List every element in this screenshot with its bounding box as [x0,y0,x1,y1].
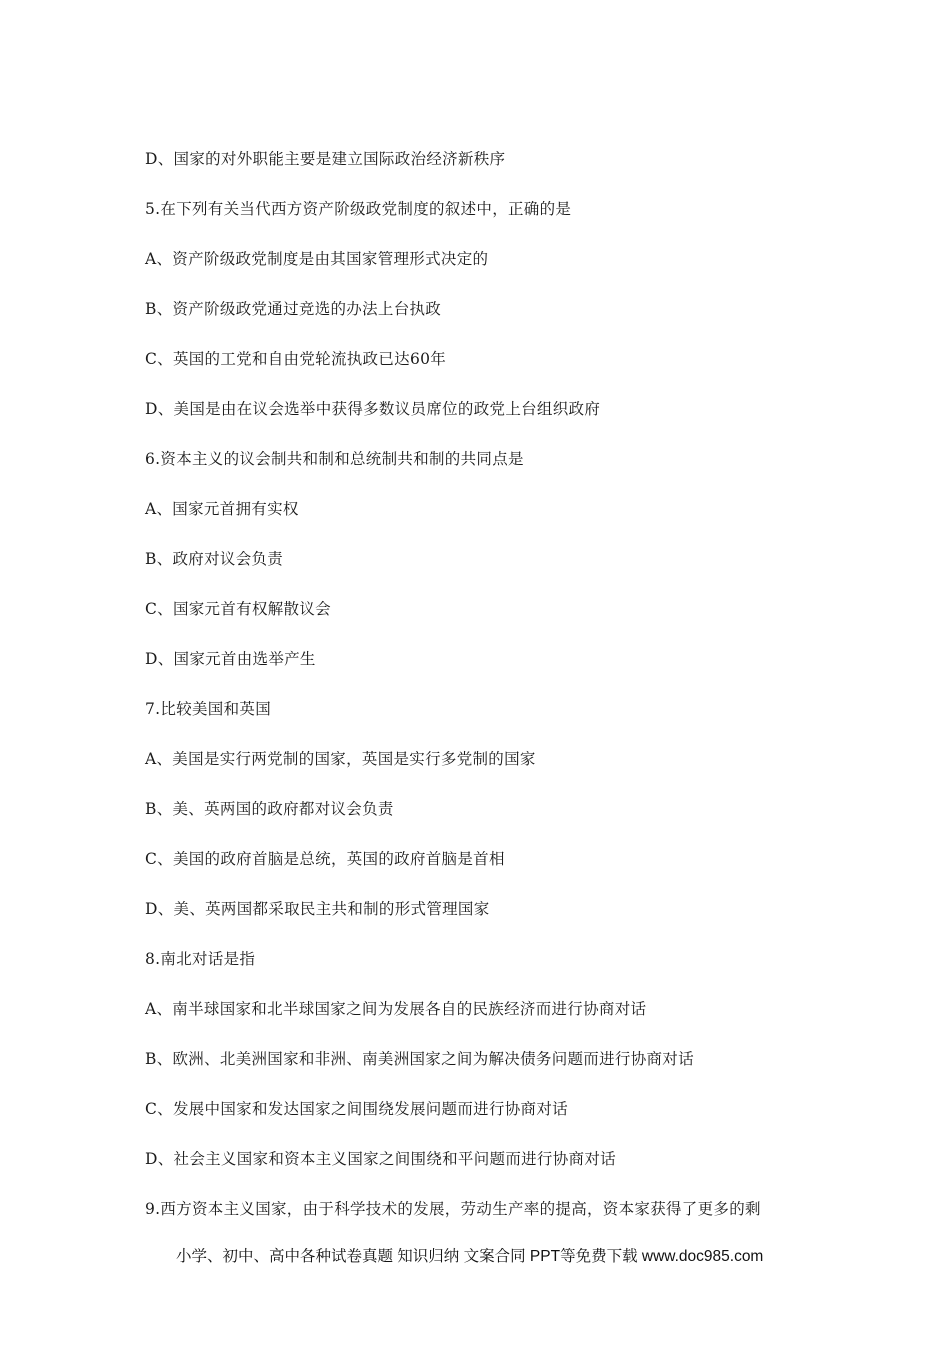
option-line: C、美国的政府首脑是总统，英国的政府首脑是首相 [145,850,505,868]
question-line: 9.西方资本主义国家，由于科学技术的发展，劳动生产率的提高，资本家获得了更多的剩 [145,1200,761,1218]
option-line: C、发展中国家和发达国家之间围绕发展问题而进行协商对话 [145,1100,568,1118]
question-line: 7.比较美国和英国 [145,700,271,718]
option-line: D、国家元首由选举产生 [145,650,316,668]
option-line: B、资产阶级政党通过竞选的办法上台执政 [145,300,442,318]
option-line: B、美、英两国的政府都对议会负责 [145,800,394,818]
question-line: 8.南北对话是指 [145,950,256,968]
option-line: D、美、英两国都采取民主共和制的形式管理国家 [145,900,490,918]
option-line: A、资产阶级政党制度是由其国家管理形式决定的 [145,250,489,268]
option-line: C、国家元首有权解散议会 [145,600,331,618]
option-line: D、国家的对外职能主要是建立国际政治经济新秩序 [145,150,506,168]
option-line: D、社会主义国家和资本主义国家之间围绕和平问题而进行协商对话 [145,1150,616,1168]
option-line: A、南半球国家和北半球国家之间为发展各自的民族经济而进行协商对话 [145,1000,647,1018]
option-line: A、美国是实行两党制的国家，英国是实行多党制的国家 [145,750,536,768]
question-line: 6.资本主义的议会制共和制和总统制共和制的共同点是 [145,450,524,468]
option-line: D、美国是由在议会选举中获得多数议员席位的政党上台组织政府 [145,400,601,418]
option-line: B、欧洲、北美洲国家和非洲、南美洲国家之间为解决债务问题而进行协商对话 [145,1050,694,1068]
question-line: 5.在下列有关当代西方资产阶级政党制度的叙述中，正确的是 [145,200,572,218]
page-footer: 小学、初中、高中各种试卷真题 知识归纳 文案合同 PPT等免费下载 www.doc985.com [176,1248,764,1265]
option-line: C、英国的工党和自由党轮流执政已达60年 [145,350,447,368]
option-line: A、国家元首拥有实权 [145,500,299,518]
option-line: B、政府对议会负责 [145,550,284,568]
